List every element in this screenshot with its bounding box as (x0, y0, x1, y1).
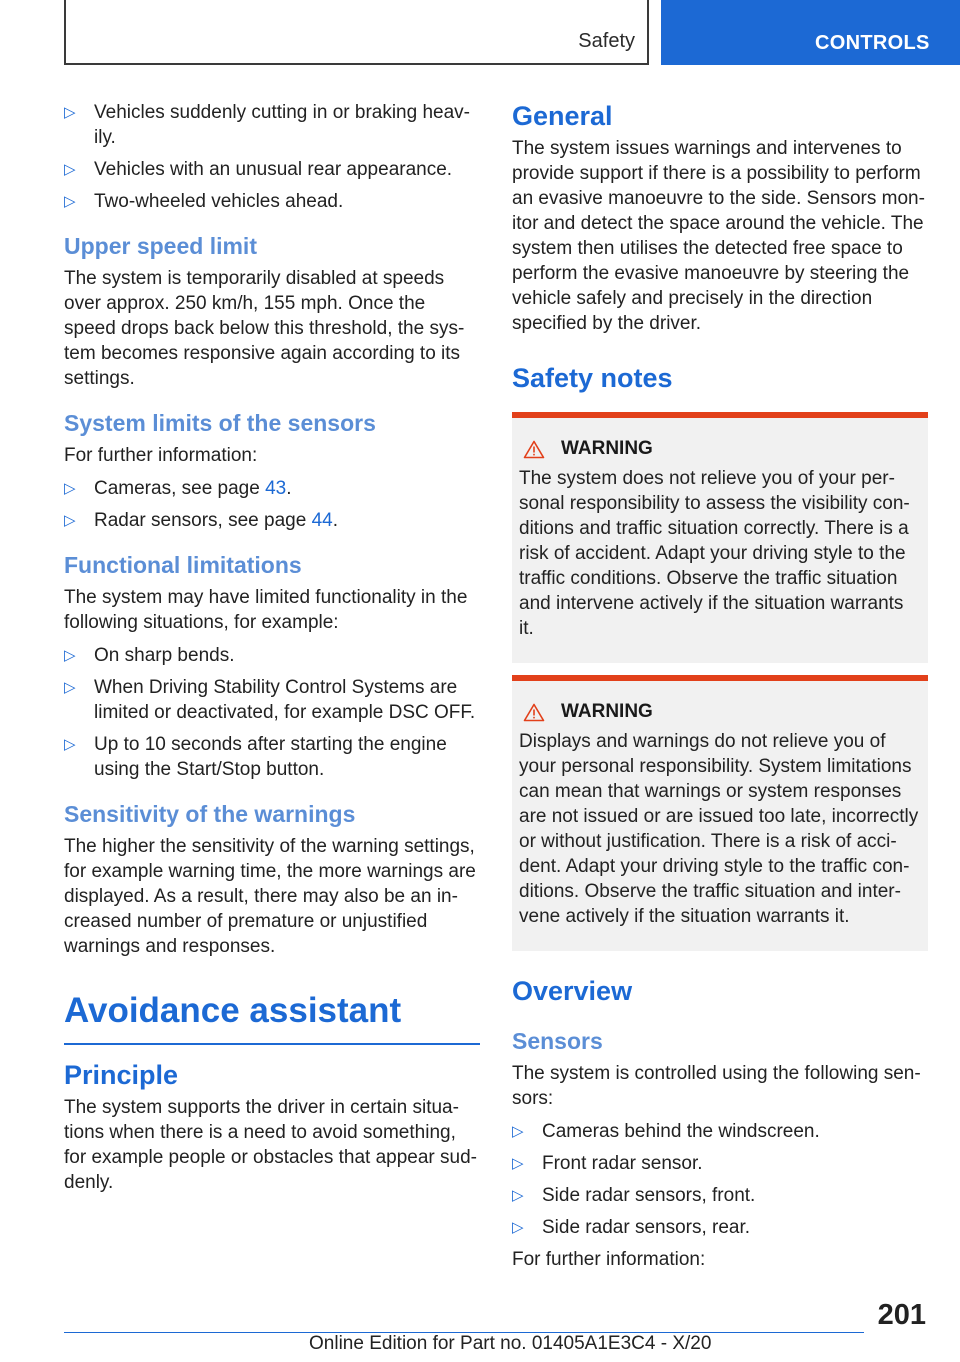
warning-label: WARNING (561, 701, 653, 722)
left-column (64, 100, 480, 1195)
sensors-intro: The system is controlled using the following sen‐sors: (512, 1063, 921, 1109)
warning-triangle-icon (523, 703, 545, 722)
header-section-title: Safety (578, 30, 635, 52)
warning-text: Displays and warnings do not relieve you of your personal responsibility. System limitations can mean that warnings or system responses are not issued or are issued too late, incorrectly or without justification. There is a risk of acci‐dent. Adapt your driving style to the traffic con‐ditions. Observe the traffic situation and inter‐vene actively if the situation warrants it. (519, 731, 919, 927)
triangle-bullet-icon: ▷ (64, 480, 76, 497)
upper-speed-text: The system is temporarily disabled at speeds over approx. 250 km/h, 155 mph. Once the speed drops back below this threshold, the sys‐tem becomes responsive again according to its settings. (64, 268, 465, 389)
triangle-bullet-icon: ▷ (512, 1123, 524, 1140)
upper-speed-heading: Upper speed limit (64, 233, 257, 259)
overview-heading: Overview (512, 976, 633, 1006)
functional-limitations-intro: The system may have limited functionality in the following situations, for example: (64, 587, 468, 633)
warning-text: The system does not relieve you of your per‐sonal responsibility to assess the visibility con‐ditions and traffic situation correctly. There is a risk of accident. Adapt your driving style to the traffic conditions. Observe the traffic situation and intervene actively if the situation warrants it. (519, 468, 910, 639)
chapter-title: Avoidance assistant (64, 989, 480, 1045)
list-item: ▷ When Driving Stability Control Systems are limited or deactivated, for example DSC OFF. (64, 677, 476, 723)
list-item: ▷ Up to 10 seconds after starting the engine using the Start/Stop button. (64, 734, 447, 780)
list-item: ▷ Vehicles with an unusual rear appearance. (64, 159, 453, 180)
list-item: ▷ Cameras, see page 43. (64, 478, 292, 499)
triangle-bullet-icon: ▷ (512, 1219, 524, 1236)
triangle-bullet-icon: ▷ (512, 1155, 524, 1172)
right-column (512, 100, 928, 1272)
list-item: ▷ Two-wheeled vehicles ahead. (64, 191, 344, 212)
page-link-44[interactable]: 44 (311, 510, 333, 531)
triangle-bullet-icon: ▷ (64, 161, 76, 178)
page-link-43[interactable]: 43 (265, 478, 287, 499)
list-item: ▷ Side radar sensors, rear. (512, 1217, 751, 1238)
sensitivity-text: The higher the sensitivity of the warning settings, for example warning time, the more warnings are displayed. As a result, there may also be an in‐creased number of premature or unjustified warnings and responses. (64, 836, 476, 957)
list-item: ▷ Side radar sensors, front. (512, 1185, 756, 1206)
sensor-limits-intro: For further information: (64, 445, 258, 466)
warning-box (512, 675, 928, 951)
edition-footer: Online Edition for Part no. 01405A1E3C4 - X/20 (309, 1333, 712, 1354)
sensors-heading: Sensors (512, 1028, 603, 1054)
page-number: 201 (877, 1299, 926, 1331)
principle-heading: Principle (64, 1060, 179, 1090)
sensitivity-heading: Sensitivity of the warnings (64, 801, 356, 827)
sensors-list (512, 1119, 928, 1240)
functional-limitations-list (64, 643, 480, 782)
triangle-bullet-icon: ▷ (64, 512, 76, 529)
sensor-limits-heading: System limits of the sensors (64, 410, 376, 436)
sensors-outro: For further information: (512, 1249, 706, 1270)
safety-notes-heading: Safety notes (512, 363, 673, 393)
list-item: ▷ On sharp bends. (64, 645, 235, 666)
general-heading: General (512, 101, 613, 131)
header-section-box (64, 0, 649, 65)
triangle-bullet-icon: ▷ (64, 104, 76, 121)
list-item: ▷ Front radar sensor. (512, 1153, 703, 1174)
list-item: ▷ Cameras behind the windscreen. (512, 1121, 820, 1142)
limitations-list (64, 100, 480, 214)
list-item: ▷ Vehicles suddenly cutting in or braking heav‐ily. (64, 102, 471, 148)
header-chapter-tab (661, 0, 960, 65)
functional-limitations-heading: Functional limitations (64, 552, 302, 578)
triangle-bullet-icon: ▷ (512, 1187, 524, 1204)
list-item: ▷ Radar sensors, see page 44. (64, 510, 338, 531)
triangle-bullet-icon: ▷ (64, 193, 76, 210)
triangle-bullet-icon: ▷ (64, 736, 76, 753)
triangle-bullet-icon: ▷ (64, 647, 76, 664)
header-chapter-label: CONTROLS (815, 32, 930, 54)
sensor-limits-list (64, 476, 480, 533)
warning-triangle-icon (523, 440, 545, 459)
general-text: The system issues warnings and intervenes to provide support if there is a possibility to perform an evasive manoeuvre to the side. Sensors mon‐itor and detect the space around the vehicle. The system then utilises the detected free space to perform the evasive manoeuvre by steering the vehicle safely and precisely in the direction specified by the driver. (512, 138, 925, 334)
warning-box (512, 412, 928, 663)
warning-label: WARNING (561, 438, 653, 459)
triangle-bullet-icon: ▷ (64, 679, 76, 696)
principle-text: The system supports the driver in certain situa‐tions when there is a need to avoid something, for example people or obstacles that appear sud‐denly. (64, 1097, 477, 1193)
